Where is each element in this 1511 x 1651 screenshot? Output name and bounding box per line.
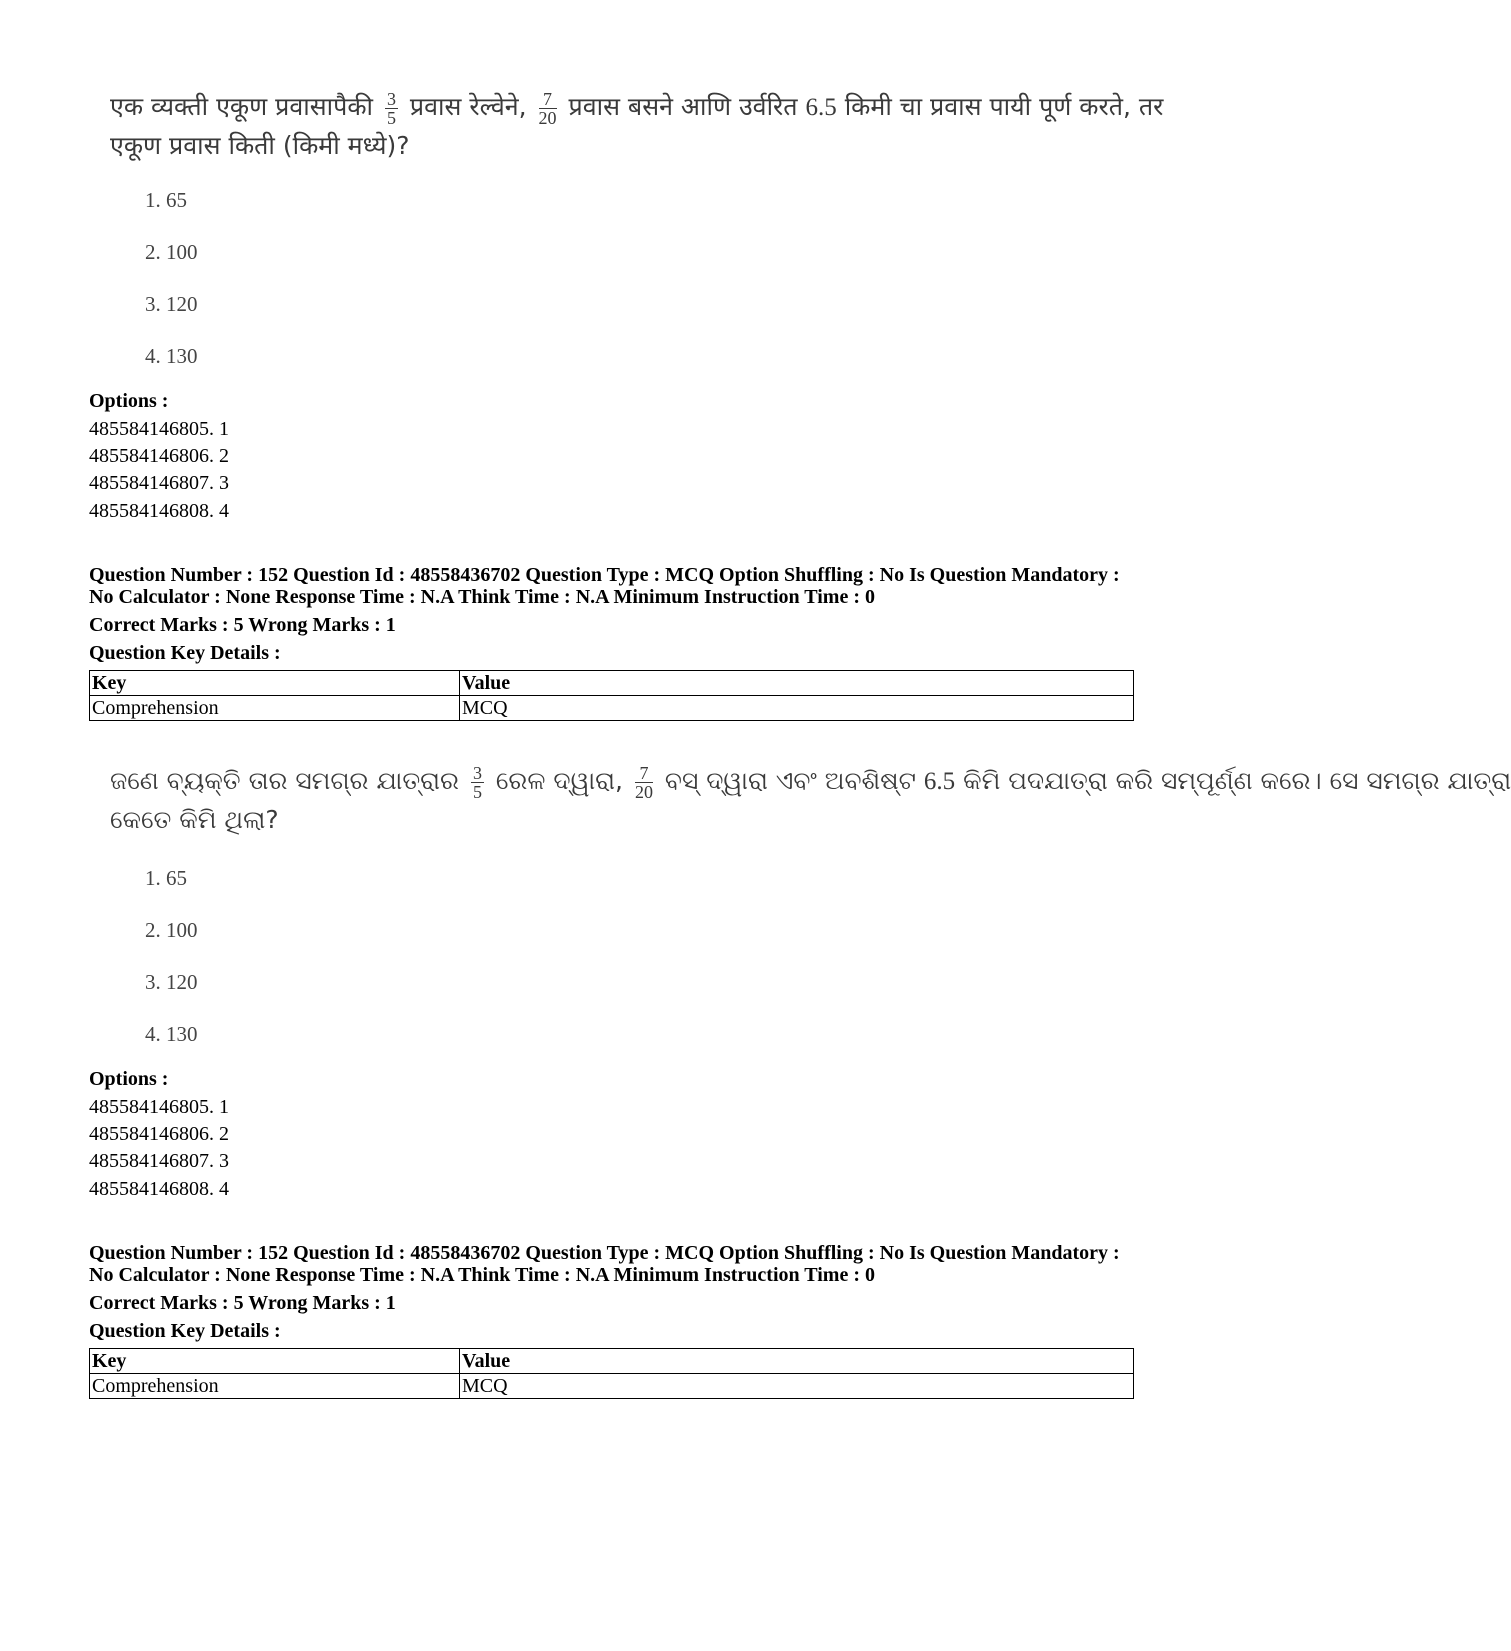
option-line: 485584146806. 2: [89, 1123, 229, 1145]
fraction-seven-twentieths: $\frac{7}{20}$: [634, 762, 653, 802]
question-meta-line-2: No Calculator : None Response Time : N.A Think Time : N.A Minimum Instruction Time : 0: [89, 1264, 875, 1286]
option-line: 485584146807. 3: [89, 1150, 229, 1172]
key-details-table: [89, 1348, 1134, 1399]
options-label: Options :: [89, 390, 169, 412]
key-details-label: Question Key Details :: [89, 642, 281, 664]
table-row: [90, 1374, 1134, 1399]
option-line: 485584146805. 1: [89, 1096, 229, 1118]
choice-3: 3. 120: [145, 292, 198, 316]
table-cell: MCQ: [460, 696, 1134, 721]
choice-2: 2. 100: [145, 918, 198, 942]
question-image-odia: [110, 762, 1511, 839]
table-header-value: Value: [460, 671, 1134, 696]
table-cell: Comprehension: [90, 696, 460, 721]
option-line: 485584146807. 3: [89, 472, 229, 494]
table-header-key: Key: [90, 1349, 460, 1374]
choice-3: 3. 120: [145, 970, 198, 994]
table-row: [90, 696, 1134, 721]
option-line: 485584146808. 4: [89, 1178, 229, 1200]
choice-4: 4. 130: [145, 344, 198, 368]
table-header-row: [90, 1349, 1134, 1374]
question-image-marathi: [110, 88, 1164, 165]
key-details-label: Question Key Details :: [89, 1320, 281, 1342]
choice-1: 1. 65: [145, 866, 187, 890]
question-text-line-1: ଜଣେ ବ୍ୟକ୍ତି ତାର ସମଗ୍ର ଯାତ୍ରାର $\frac{3}{5}$ ରେଳ ଦ୍ୱାରା, $\frac{7}{20}$ ବସ୍ ଦ୍ୱାରା ଏବଂ ଅବଶିଷ୍ଟ 6.5 କିମି ପଦଯାତ୍ରା କରି ସମ୍ପୂର୍ଣ୍ଣ କରେ। ସେ ସମଗ୍ର ଯାତ୍ରା: [110, 762, 1511, 802]
option-line: 485584146808. 4: [89, 500, 229, 522]
fraction-three-fifths: $\frac{3}{5}$: [472, 762, 482, 802]
table-header-value: Value: [460, 1349, 1134, 1374]
question-text-line-2: एकूण प्रवास किती (किमी मध्ये)?: [110, 131, 410, 160]
table-cell: MCQ: [460, 1374, 1134, 1399]
question-meta-line-2: No Calculator : None Response Time : N.A Think Time : N.A Minimum Instruction Time : 0: [89, 586, 875, 608]
fraction-seven-twentieths: $\frac{7}{20}$: [538, 88, 557, 128]
marks-line: Correct Marks : 5 Wrong Marks : 1: [89, 1292, 396, 1314]
table-header-row: [90, 671, 1134, 696]
marks-line: Correct Marks : 5 Wrong Marks : 1: [89, 614, 396, 636]
question-meta-line-1: Question Number : 152 Question Id : 48558436702 Question Type : MCQ Option Shuffling : No Is Question Mandatory :: [89, 564, 1120, 586]
question-text-line-1: एक व्यक्ती एकूण प्रवासापैकी $\frac{3}{5}$ प्रवास रेल्वेने, $\frac{7}{20}$ प्रवास बसने आणि उर्वरित 6.5 किमी चा प्रवास पायी पूर्ण करते, तर: [110, 88, 1164, 128]
choice-4: 4. 130: [145, 1022, 198, 1046]
key-details-table: [89, 670, 1134, 721]
option-line: 485584146805. 1: [89, 418, 229, 440]
options-label: Options :: [89, 1068, 169, 1090]
question-meta-line-1: Question Number : 152 Question Id : 48558436702 Question Type : MCQ Option Shuffling : No Is Question Mandatory :: [89, 1242, 1120, 1264]
choice-2: 2. 100: [145, 240, 198, 264]
option-line: 485584146806. 2: [89, 445, 229, 467]
table-cell: Comprehension: [90, 1374, 460, 1399]
table-header-key: Key: [90, 671, 460, 696]
fraction-three-fifths: $\frac{3}{5}$: [386, 88, 396, 128]
choice-1: 1. 65: [145, 188, 187, 212]
question-text-line-2: କେତେ କିମି ଥିଲା?: [110, 805, 279, 834]
